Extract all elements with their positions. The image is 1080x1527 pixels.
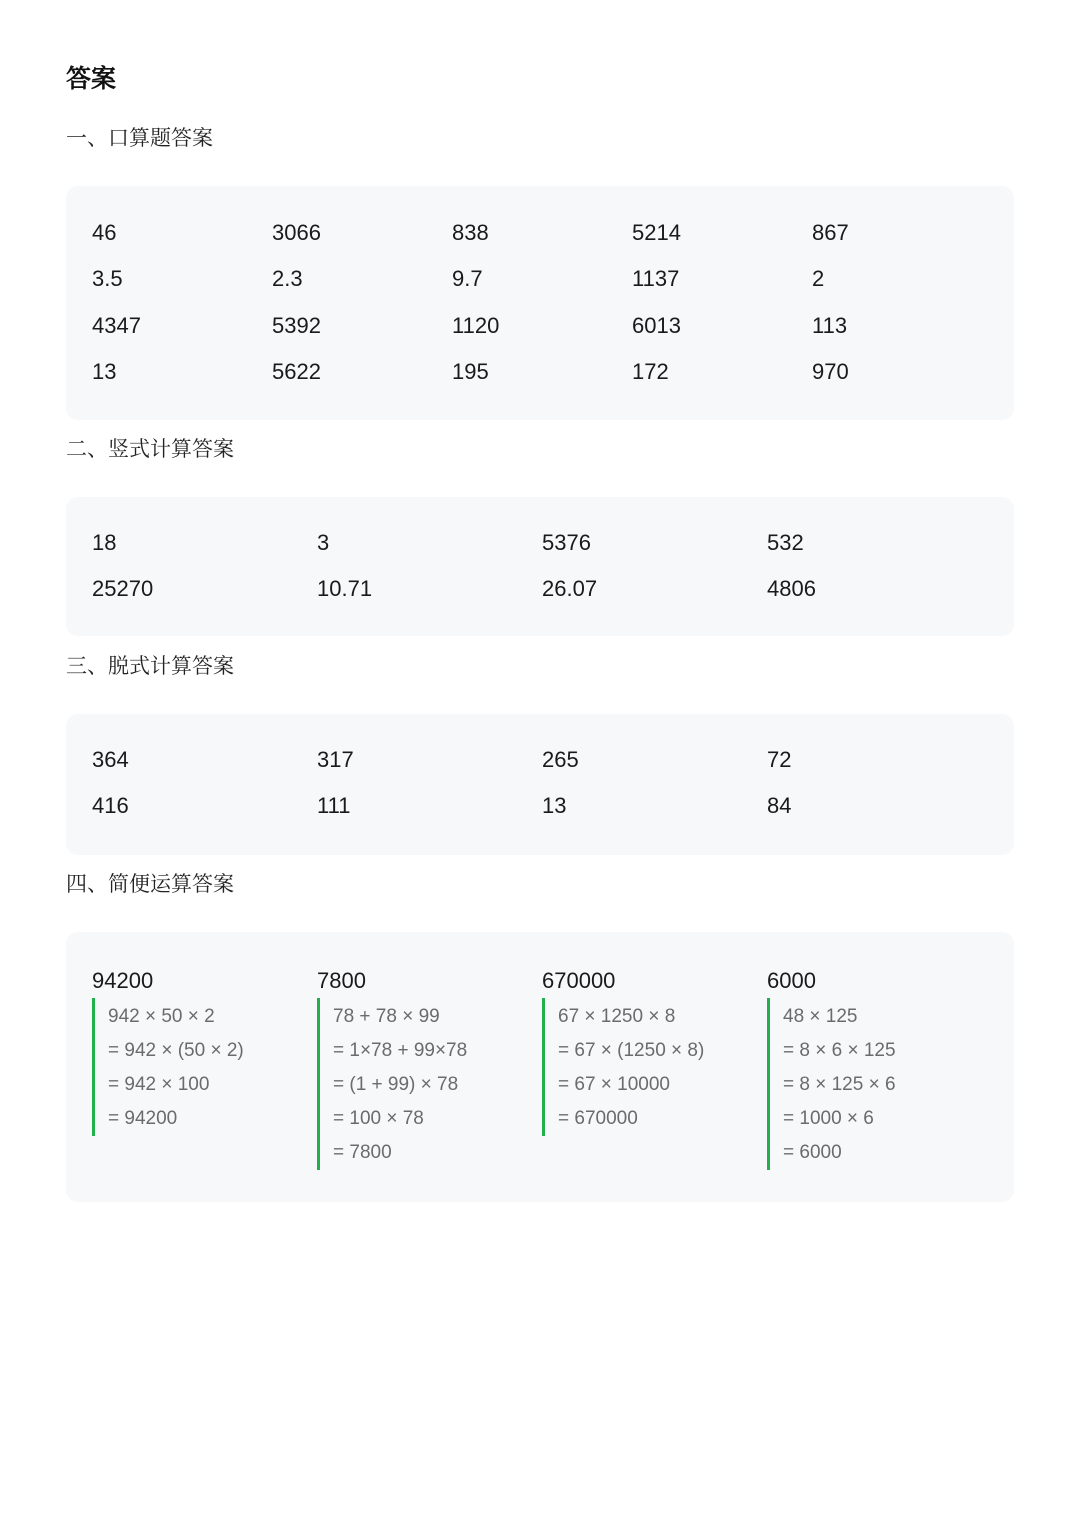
answer-cell: 9.7 [452, 266, 483, 292]
section-heading-step-calc: 三、脱式计算答案 [66, 654, 234, 678]
step-line: 78 + 78 × 99 [333, 1006, 440, 1027]
answer-cell: 172 [632, 358, 669, 384]
answer-cell: 5622 [272, 358, 321, 384]
answer-cell: 113 [812, 312, 848, 338]
step-line: = (1 + 99) × 78 [333, 1074, 459, 1095]
answer-cell: 867 [812, 220, 849, 245]
answer-cell: 4347 [92, 312, 141, 338]
answer-cell: 13 [542, 793, 567, 818]
answer-cell: 838 [452, 220, 489, 245]
answer-cell: 5214 [632, 220, 681, 245]
section-heading-mental-math: 一、口算题答案 [66, 126, 213, 150]
step-lines [317, 998, 542, 1170]
step-answer: 7800 [317, 968, 366, 993]
answer-cell: 2 [812, 266, 825, 292]
answer-cell: 2.3 [272, 266, 303, 292]
step-line: = 6000 [783, 1142, 842, 1163]
answer-cell: 46 [92, 220, 117, 245]
answer-cell: 5376 [542, 530, 591, 555]
answer-cell: 532 [767, 530, 804, 555]
answer-cell: 1137 [632, 266, 680, 292]
answer-cell: 18 [92, 530, 117, 555]
step-answer: 94200 [92, 968, 154, 993]
page-title: 答案 [66, 64, 117, 93]
answer-cell: 195 [452, 358, 489, 384]
answer-cell: 10.71 [317, 576, 373, 601]
step-line: = 8 × 6 × 125 [783, 1040, 896, 1061]
step-line: = 94200 [108, 1108, 178, 1129]
answer-cell: 5392 [272, 312, 321, 338]
step-line: = 1000 × 6 [783, 1108, 874, 1129]
answer-cell: 1120 [452, 312, 500, 338]
answer-cell: 25270 [92, 576, 154, 601]
simplified-calc-item [317, 966, 542, 1170]
step-lines [542, 998, 767, 1136]
step-line: = 67 × (1250 × 8) [558, 1040, 705, 1061]
simplified-calc-item [92, 966, 317, 1170]
step-answer: 6000 [767, 968, 816, 993]
step-calc-answers-grid [92, 745, 988, 837]
section-heading-vertical-calc: 二、竖式计算答案 [66, 437, 234, 461]
answer-cell: 13 [92, 358, 117, 384]
step-line: = 942 × (50 × 2) [108, 1040, 244, 1061]
step-lines [92, 998, 317, 1136]
mental-math-answers-grid [92, 218, 988, 403]
step-line: = 8 × 125 × 6 [783, 1074, 896, 1095]
answer-cell: 3066 [272, 220, 321, 245]
answer-cell: 6013 [632, 312, 681, 338]
answer-cell: 317 [317, 747, 354, 772]
simplified-calc-item [767, 966, 992, 1170]
step-line: = 100 × 78 [333, 1108, 424, 1129]
answer-cell: 3.5 [92, 266, 123, 292]
step-line: = 670000 [558, 1108, 638, 1129]
step-lines [767, 998, 992, 1170]
answer-cell: 26.07 [542, 576, 598, 601]
answer-cell: 416 [92, 793, 129, 818]
answer-cell: 4806 [767, 576, 816, 601]
vertical-calc-answers-box [66, 497, 1014, 636]
answer-cell: 111 [317, 793, 351, 818]
answer-cell: 970 [812, 358, 849, 384]
vertical-calc-answers-grid [92, 528, 988, 620]
answer-cell: 265 [542, 747, 579, 772]
step-line: = 1×78 + 99×78 [333, 1040, 468, 1061]
simplified-calc-answers-box [66, 932, 1014, 1202]
step-line: 48 × 125 [783, 1006, 858, 1027]
mental-math-answers-box [66, 186, 1014, 420]
step-line: = 7800 [333, 1142, 392, 1163]
answer-cell: 84 [767, 793, 792, 818]
step-answer: 670000 [542, 968, 616, 993]
simplified-calc-grid [92, 966, 992, 1170]
step-line: 942 × 50 × 2 [108, 1006, 215, 1027]
step-calc-answers-box [66, 714, 1014, 855]
section-heading-simplified-calc: 四、简便运算答案 [66, 872, 234, 896]
answer-cell: 364 [92, 747, 129, 772]
simplified-calc-item [542, 966, 767, 1170]
step-line: = 942 × 100 [108, 1074, 210, 1095]
step-line: = 67 × 10000 [558, 1074, 670, 1095]
step-line: 67 × 1250 × 8 [558, 1006, 676, 1027]
answer-cell: 72 [767, 747, 792, 772]
answer-cell: 3 [317, 530, 330, 555]
